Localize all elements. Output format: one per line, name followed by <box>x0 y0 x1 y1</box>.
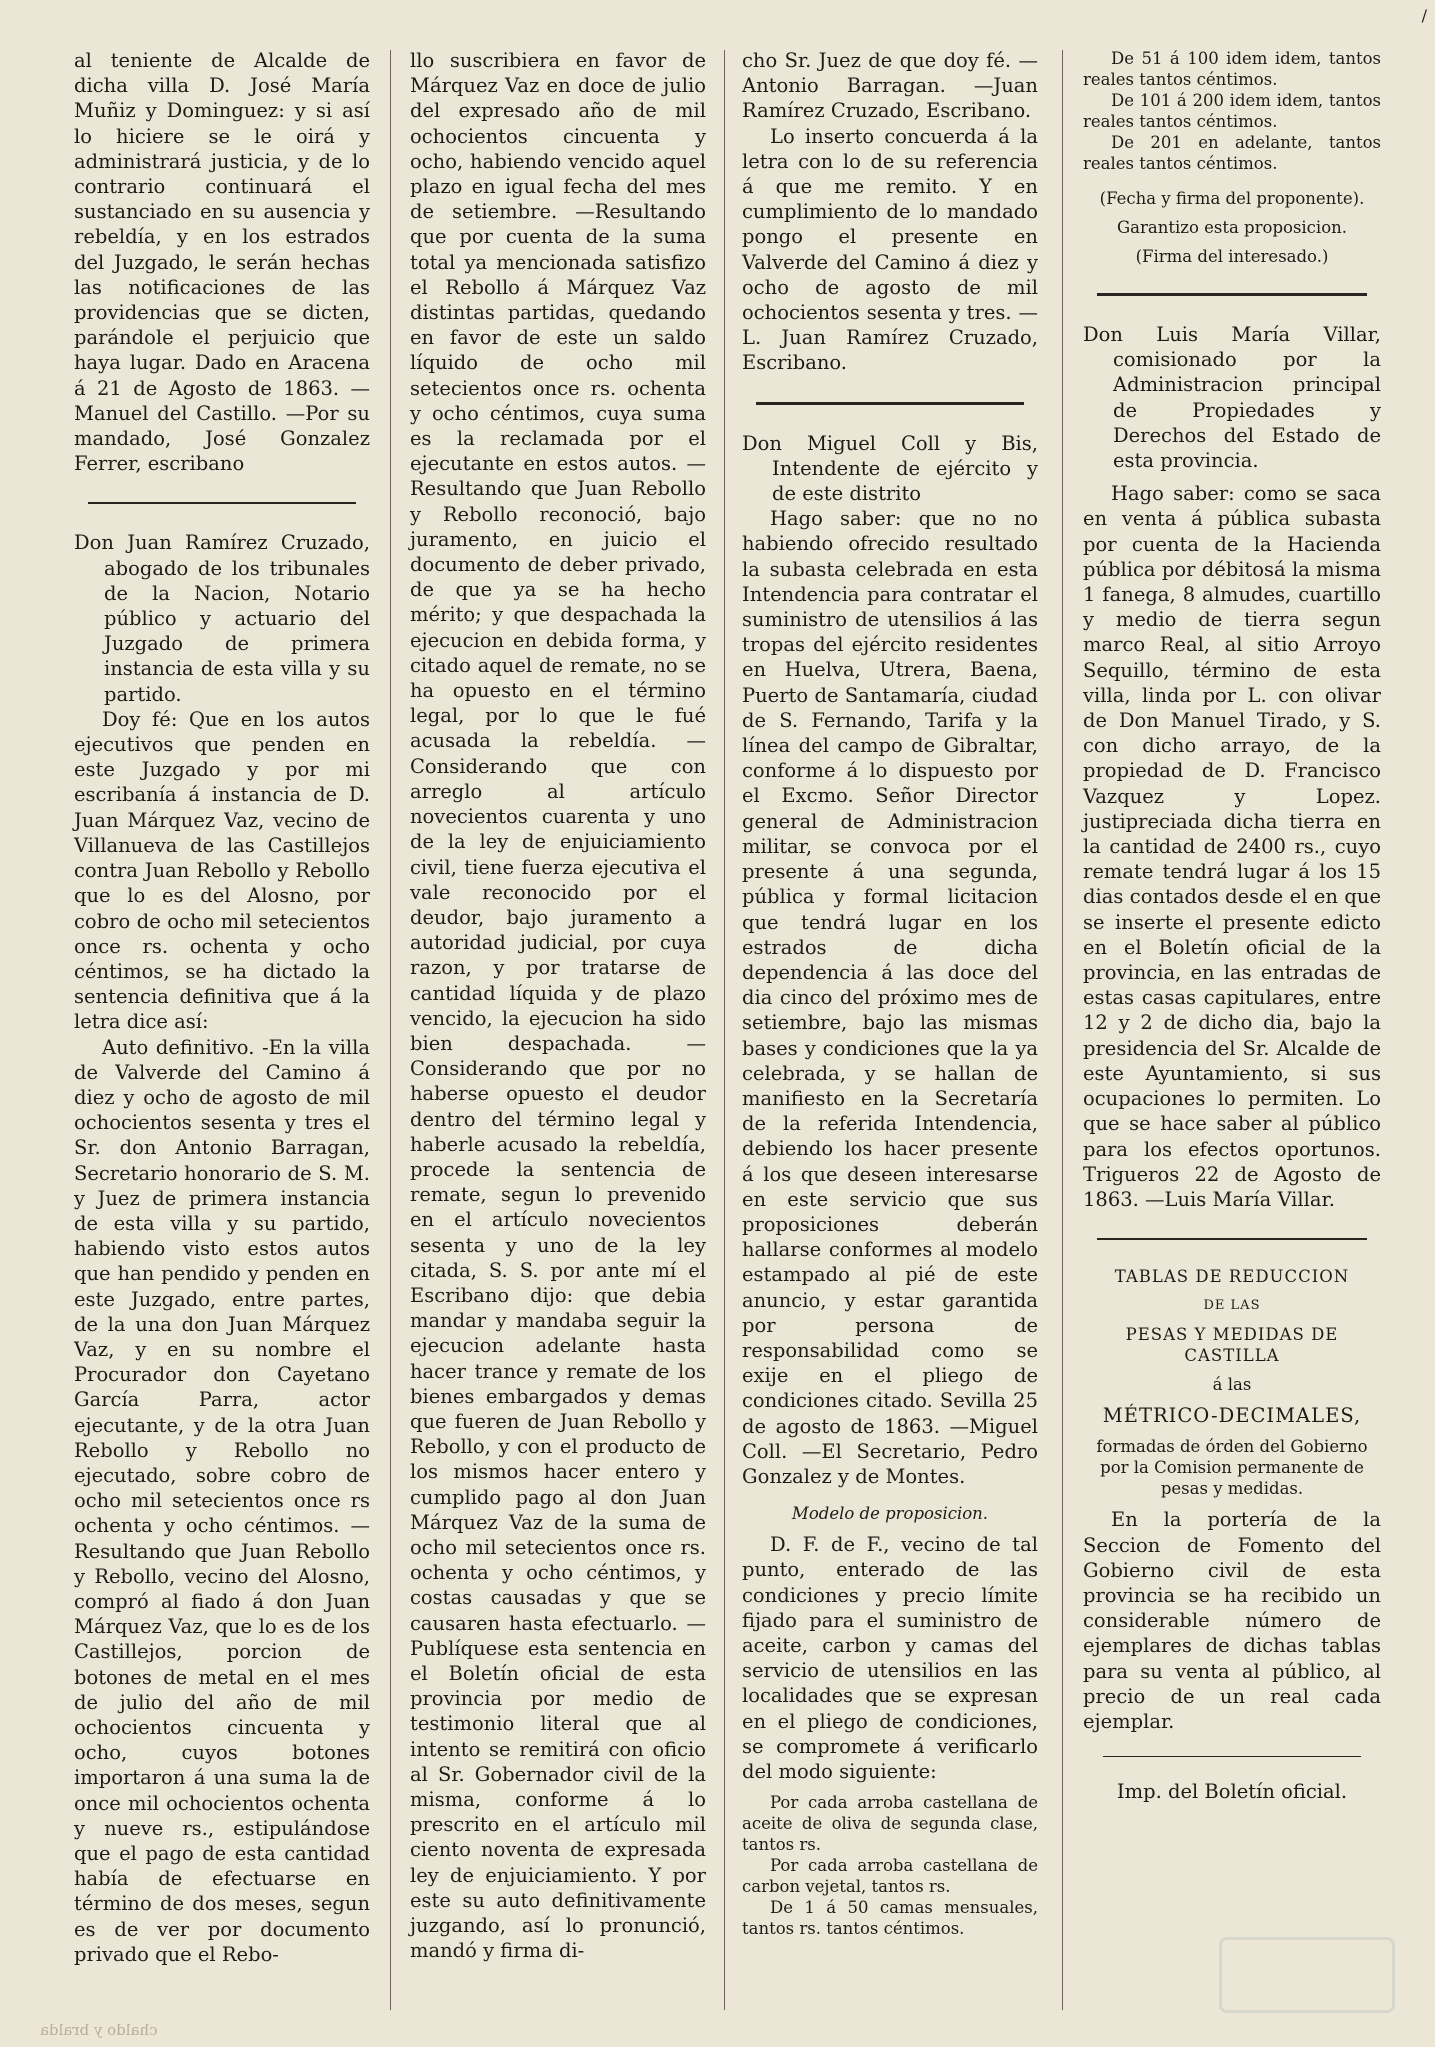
tables-subtitle-de-las: DE LAS <box>1203 1298 1261 1314</box>
column-4 <box>1083 48 1381 1804</box>
bleed-through-text: chaldo y bralda <box>40 2021 158 2039</box>
model-title: Modelo de proposicion. <box>791 1504 989 1524</box>
model-item-coal: Por cada arroba castellana de carbon vejetal, tantos rs. <box>742 1856 1038 1897</box>
signature-line: (Fecha y firma del proponente). <box>1099 189 1365 208</box>
continued-edict-text: al teniente de Alcalde de dicha villa D. José María Muñiz y Dominguez: y si así lo hiciere se le oirá y administrará justicia, y de lo contrario continuará el sustanciado en su ausencia y rebeldía, y en los estrados del Juzgado, le serán hechas las notificaciones de las providencias que se dicten, parándole el perjuicio que haya lugar. Dado en Aracena á 21 de Agosto de 1863. —Manuel del Castillo. —Por su mandado, José Gonzalez Ferrer, escribano <box>74 49 370 476</box>
intendente-heading: Don Miguel Coll y Bis, Intendente de ejército y de este distrito <box>742 431 1038 506</box>
sentence-signature: cho Sr. Juez de que doy fé. —Antonio Barragan. —Juan Ramírez Cruzado, Escribano. <box>742 49 1038 123</box>
notary-heading: Don Juan Ramírez Cruzado, abogado de los tribunales de la Nacion, Notario público y actuario del Juzgado de primera instancia de esta villa y su partido. <box>74 531 370 706</box>
sentence-continued-text: llo suscribiera en favor de Márquez Vaz en doce de julio del expresado año de mil ochocientos cincuenta y ocho, habiendo vencido aquel plazo en igual fecha del mes de setiembre. —Resultando que por cuenta de la suma total ya mencionada satisfizo el Rebollo á Márquez Vaz distintas partidas, quedando en favor de este un saldo líquido de ocho mil setecientos once rs. ochenta y ocho céntimos, cuya suma es la reclamada por el ejecutante en estos autos. —Resultando que Juan Rebollo y Rebollo reconoció, bajo juramento, en juicio el documento de deber privado, de que ya se ha hecho mérito; y que despachada la ejecucion en debida forma, y citado aquel de remate, no se ha opuesto en el término legal, por lo que le fué acusada la rebeldía. —Considerando que con arreglo al artículo novecientos cuarenta y uno de la ley de enjuiciamiento civil, tiene fuerza ejecutiva el vale reconocido por el deudor, bajo juramento a autoridad judicial, por cuya razon, y por tratarse de cantidad líquida y de plazo vencido, la ejecucion ha sido bien despachada. —Considerando que por no haberse opuesto el deudor dentro del término legal y haberle acusado la rebeldía, procede la sentencia de remate, segun lo prevenido en el artículo novecientos sesenta y uno de la ley citada, S. S. por ante mí el Escribano dijo: que debia mandar y mandaba seguir la ejecucion adelante hasta hacer trance y remate de los bienes embargados y demas que fueren de Juan Rebollo y Rebollo, y con el producto de los mismos hacer entero y cumplido pago al don Juan Márquez Vaz de la suma de ocho mil setecientos once rs. ochenta y ocho céntimos, y costas causadas y que se causaren hasta efectuarlo. —Publíquese esta sentencia en el Boletín oficial de esta provincia por medio de testimonio literal que al intento se remitirá con oficio al Sr. Gobernador civil de la misma, conforme á lo prescrito en el artículo mil ciento noventa de expresada ley de enjuiciamiento. Y por este su auto definitivamente juzgando, así lo pronunció, mandó y firma di- <box>410 49 706 1963</box>
model-item-201-plus: De 201 en adelante, tantos reales tantos céntimos. <box>1083 133 1381 173</box>
section-divider <box>1097 293 1367 296</box>
tables-sale-notice: En la portería de la Seccion de Fomento del Gobierno civil de esta provincia se ha recibido un considerable número de ejemplares de dichas tablas para su venta al público, al precio de un real cada ejemplar. <box>1083 1508 1381 1733</box>
interested-signature: (Firma del interesado.) <box>1135 247 1329 266</box>
section-divider <box>1097 1238 1367 1240</box>
model-item-oil: Por cada arroba castellana de aceite de oliva de segunda clase, tantos rs. <box>742 1793 1038 1855</box>
land-sale-notice: Hago saber: como se saca en venta á pública subasta por cuenta de la Hacienda pública por débitosá la misma 1 fanega, 8 almudes, cuartillo y medio de tierra segun marco Real, al sitio Arroyo Sequillo, término de esta villa, linda por L. con olivar de Don Manuel Tirado, y S. con dicho arrayo, de la propiedad de D. Francisco Vazquez y Lopez. justipreciada dicha tierra en la cantidad de 2400 rs., cuyo remate tendrá lugar á los 15 dias contados desde el en que se inserte el presente edicto en el Boletín oficial de la provincia, en las entradas de estas casas capitulares, entre 12 y 2 de dicho dia, bajo la presidencia del Sr. Alcalde de este Ayuntamiento, si sus ocupaciones lo permiten. Lo que se hace saber al público para los efectos oportunos. Trigueros 22 de Agosto de 1863. —Luis María Villar. <box>1083 482 1381 1211</box>
model-item-beds: De 1 á 50 camas mensuales, tantos rs. tantos céntimos. <box>742 1898 1038 1939</box>
column-rule <box>724 50 725 2010</box>
notary-body: Doy fé: Que en los autos ejecutivos que penden en este Juzgado y por mi escribanía á instancia de D. Juan Márquez Vaz, vecino de Villanueva de las Castillejos contra Juan Rebollo y Rebollo que lo es del Alosno, por cobro de ocho mil setecientos once rs. ochenta y ocho céntimos, se ha dictado la sentencia definitiva que á la letra dice así: <box>74 707 370 1034</box>
section-divider <box>756 402 1024 405</box>
tables-commission: formadas de órden del Gobierno por la Comision permanente de pesas y medidas. <box>1096 1437 1368 1499</box>
page-mark: / <box>1421 6 1427 25</box>
comisionado-heading: Don Luis María Villar, comisionado por la Administracion principal de Propiedades y Derechos del Estado de esta provincia. <box>1083 323 1381 473</box>
column-1 <box>74 48 370 1967</box>
column-3 <box>742 48 1038 1939</box>
tables-subtitle-castilla: PESAS Y MEDIDAS DE CASTILLA <box>1125 1325 1339 1366</box>
certification-text: Lo inserto concuerda á la letra con lo de su referencia á que me remito. Y en cumplimiento de lo mandado pongo el presente en Valverde del Camino á diez y ocho de agosto de mil ochocientos sesenta y tres. —L. Juan Ramírez Cruzado, Escribano. <box>742 124 1038 375</box>
tables-subtitle-metric: MÉTRICO-DECIMALES, <box>1102 1404 1362 1428</box>
library-stamp <box>1219 1937 1395 2013</box>
model-body: D. F. de F., vecino de tal punto, enterado de las condiciones y precio límite fijado para el suministro de aceite, carbon y camas del servicio de utensilios en las localidades que se expresan en el pliego de condiciones, se compromete á verificarlo del modo siguiente: <box>742 1533 1038 1783</box>
model-item-51-100: De 51 á 100 idem idem, tantos reales tantos céntimos. <box>1083 49 1381 89</box>
guarantee-line: Garantizo esta proposicion. <box>1116 218 1348 237</box>
subasta-notice: Hago saber: que no no habiendo ofrecido resultado la subasta celebrada en esta Intendencia para contratar el suministro de utensilios á las tropas del ejército residentes en Huelva, Utrera, Baena, Puerto de Santamaría, ciudad de S. Fernando, Tarifa y la línea del campo de Gibraltar, conforme á lo dispuesto por el Excmo. Señor Director general de Administracion militar, se convoca por el presente á una segunda, pública y formal licitacion que tendrá lugar en los estrados de dicha dependencia á las doce del dia cinco del próximo mes de setiembre, bajo las mismas bases y condiciones que la ya celebrada, y se hallan de manifiesto en la Secretaría de la referida Intendencia, debiendo los hacer presente á los que deseen interesarse en este servicio que sus proposiciones deberán hallarse conformes al modelo estampado al pié de este anuncio, y estar garantida por persona de responsabilidad como se exije en el pliego de condiciones citado. Sevilla 25 de agosto de 1863. —Miguel Coll. —El Secretario, Pedro Gonzalez y de Montes. <box>742 507 1038 1488</box>
model-item-101-200: De 101 á 200 idem idem, tantos reales tantos céntimos. <box>1083 91 1381 131</box>
column-2 <box>410 48 706 1963</box>
column-rule <box>390 50 391 2010</box>
auto-definitivo-text: Auto definitivo. -En la villa de Valverde del Camino á diez y ocho de agosto de mil ochocientos sesenta y tres el Sr. don Antonio Barragan, Secretario honorario de S. M. y Juez de primera instancia de esta villa y su partido, habiendo visto estos autos que han pendido y penden en este Juzgado, entre partes, de la una don Juan Márquez Vaz, y en su nombre el Procurador don Cayetano García Parra, actor ejecutante, y de la otra Juan Rebollo y Rebollo no ejecutado, sobre cobro de ocho mil setecientos once rs ochenta y ocho céntimos. —Resultando que Juan Rebollo y Rebollo, vecino del Alosno, compró al fiado á don Juan Márquez Vaz, que lo es de los Castillejos, porcion de botones de metal en el mes de julio del año de mil ochocientos cincuenta y ocho, cuyos botones importaron á una suma la de once mil ochocientos ochenta y nueve rs., estipulándose que el pago de esta cantidad había de efectuarse en término de dos meses, segun es de ver por documento privado que el Rebo- <box>74 1035 370 1966</box>
section-divider <box>1103 1756 1361 1757</box>
section-divider <box>88 502 356 504</box>
tables-title: TABLAS DE REDUCCION <box>1114 1267 1350 1287</box>
imprint-line: Imp. del Boletín oficial. <box>1116 1780 1348 1804</box>
column-rule <box>1062 50 1063 2010</box>
tables-subtitle-a-las: á las <box>1212 1375 1252 1395</box>
